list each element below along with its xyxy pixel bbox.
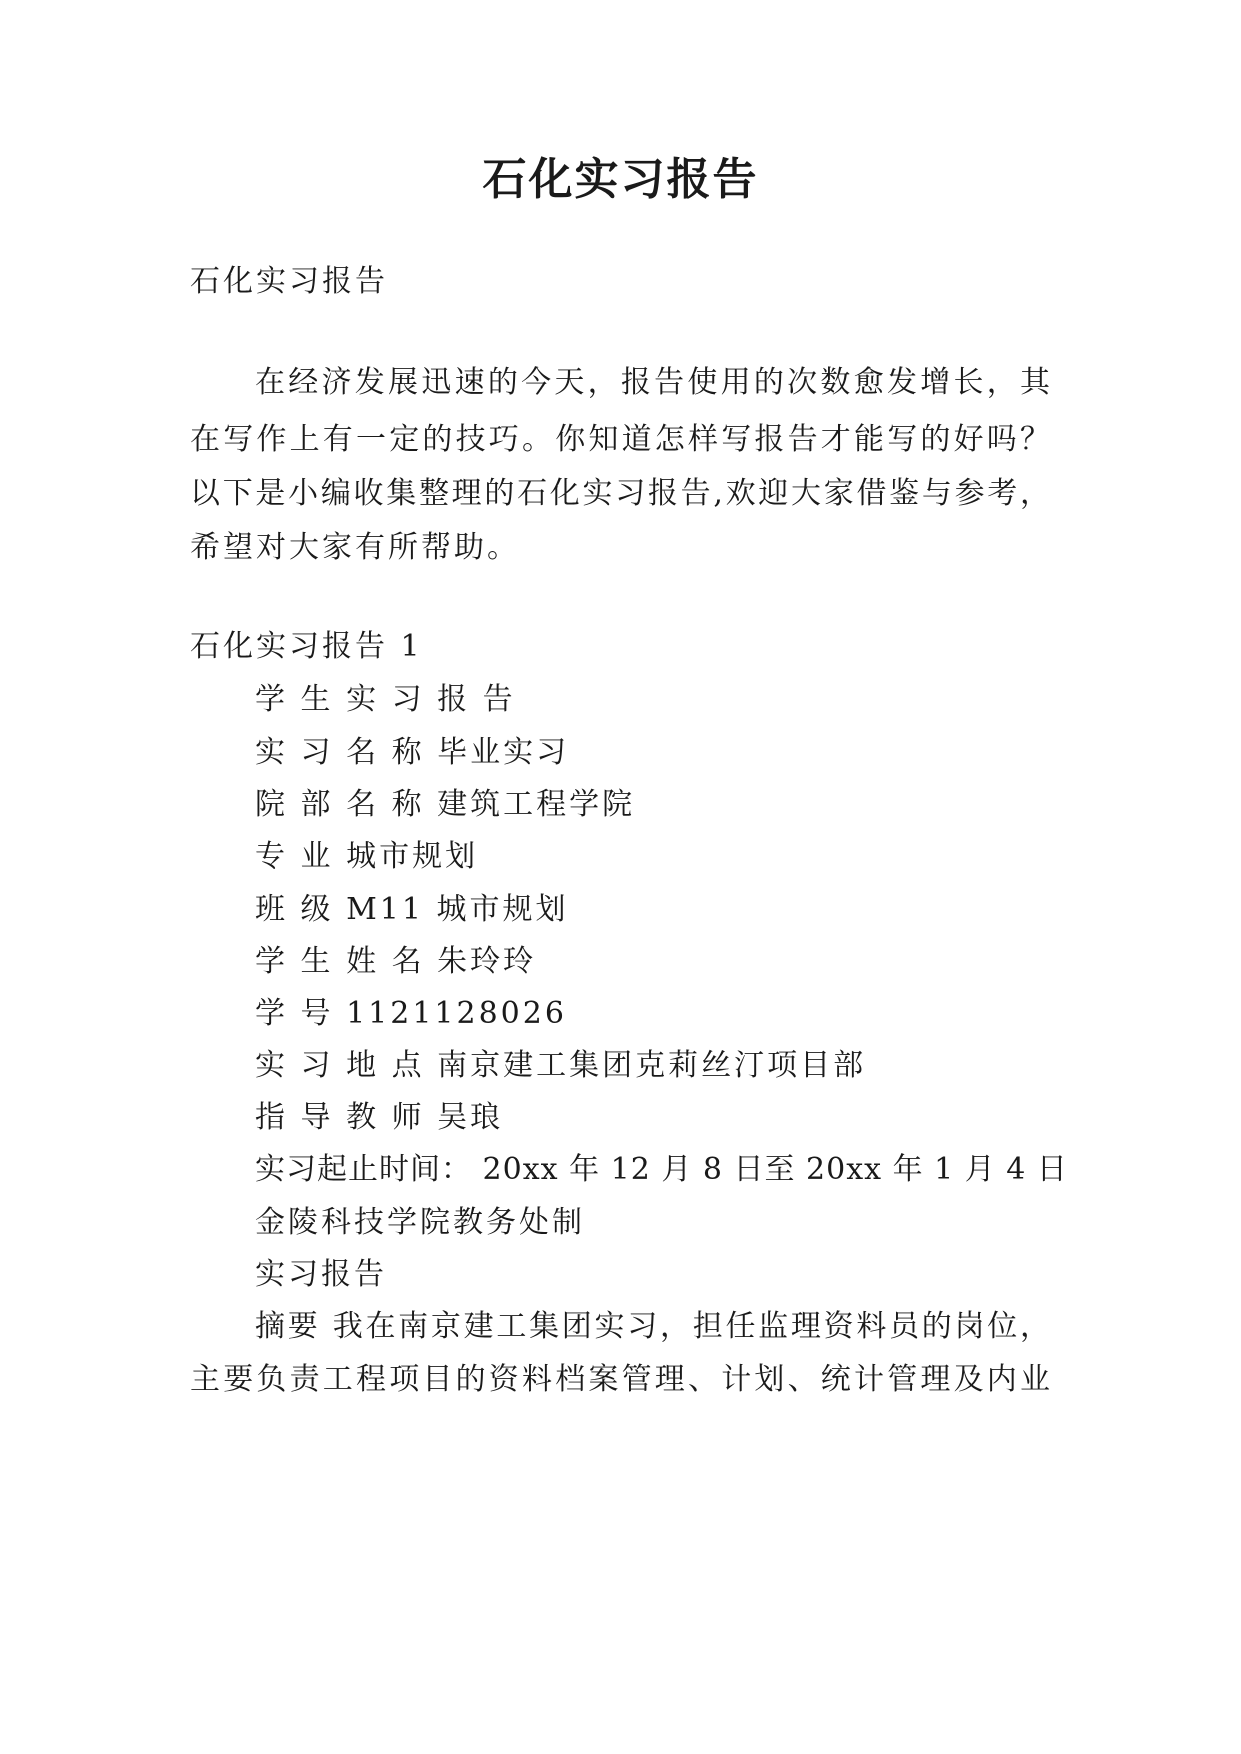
cover-issuer: 金陵科技学院教务处制 xyxy=(255,1205,585,1240)
cover-period: 实习起止时间： 20xx 年 12 月 8 日至 20xx 年 1 月 4 日 xyxy=(255,1152,1068,1187)
cover-student-name: 学 生 姓 名 朱玲玲 xyxy=(255,944,537,979)
cover-major: 专 业 城市规划 xyxy=(255,839,479,874)
section-heading: 石化实习报告 1 xyxy=(190,629,423,664)
cover-internship-name: 实 习 名 称 毕业实习 xyxy=(255,735,570,770)
intro-line-2: 在写作上有一定的技巧。你知道怎样写报告才能写的好吗？ xyxy=(190,422,1052,457)
intro-line-1: 在经济发展迅速的今天，报告使用的次数愈发增长，其 xyxy=(255,365,1052,400)
cover-department: 院 部 名 称 建筑工程学院 xyxy=(255,787,636,822)
intro-line-4: 希望对大家有所帮助。 xyxy=(190,530,520,565)
abstract-line-1: 摘要 我在南京建工集团实习，担任监理资料员的岗位， xyxy=(255,1309,1052,1344)
report-heading: 实习报告 xyxy=(255,1257,387,1292)
document-title: 石化实习报告 xyxy=(482,154,759,205)
abstract-line-2: 主要负责工程项目的资料档案管理、计划、统计管理及内业 xyxy=(190,1362,1052,1397)
intro-line-3: 以下是小编收集整理的石化实习报告,欢迎大家借鉴与参考， xyxy=(190,476,1052,511)
document-subtitle: 石化实习报告 xyxy=(190,264,388,299)
cover-student-id: 学 号 1121128026 xyxy=(255,996,567,1031)
cover-heading: 学 生 实 习 报 告 xyxy=(255,682,516,717)
cover-class: 班 级 M11 城市规划 xyxy=(255,892,569,927)
cover-location: 实 习 地 点 南京建工集团克莉丝汀项目部 xyxy=(255,1048,867,1083)
cover-advisor: 指 导 教 师 吴琅 xyxy=(255,1100,504,1135)
